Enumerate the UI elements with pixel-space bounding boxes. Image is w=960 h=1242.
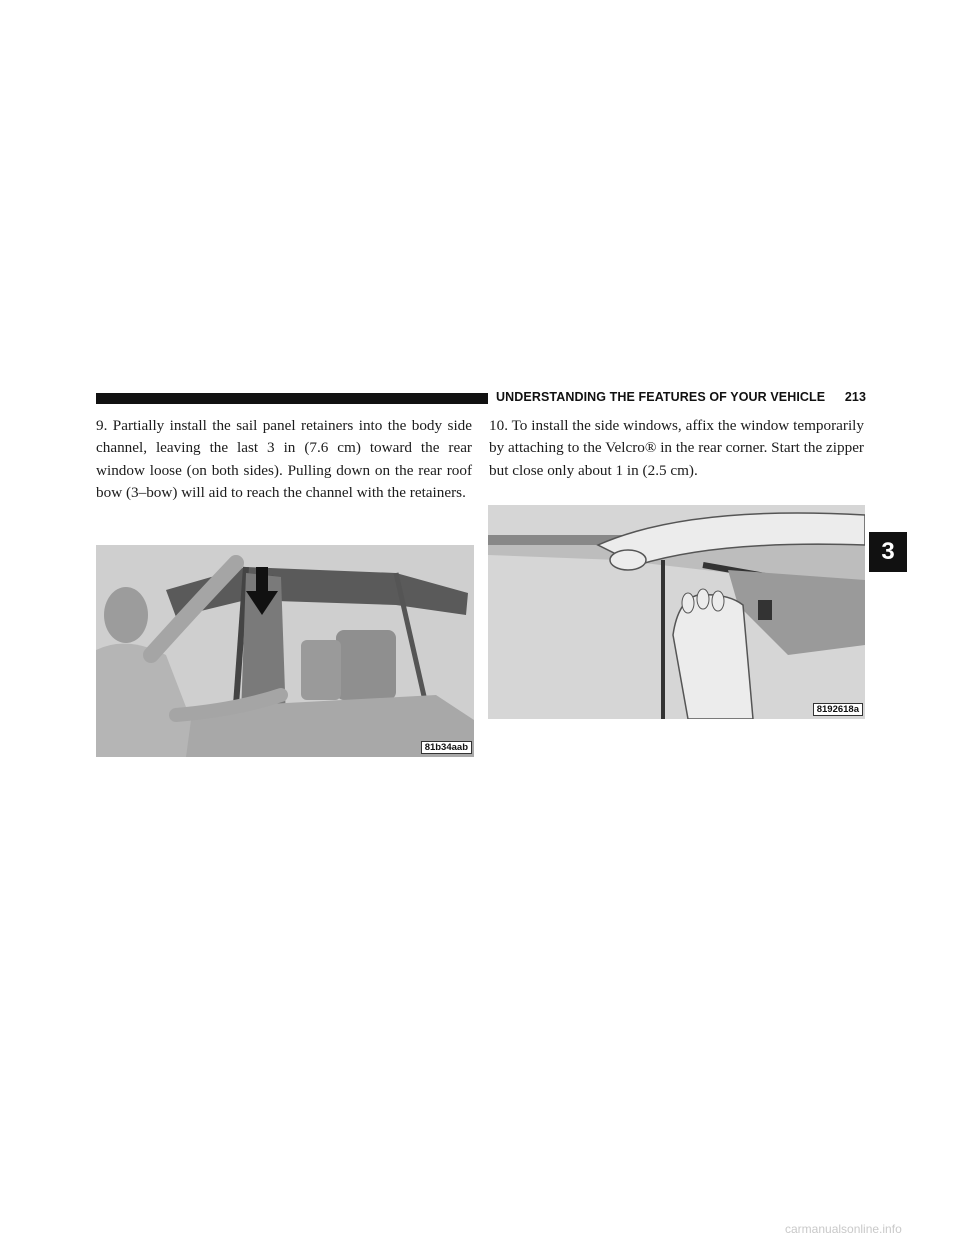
watermark: carmanualsonline.info — [785, 1222, 902, 1236]
side-window-illustration — [488, 505, 865, 719]
figure-sail-panel-install — [96, 545, 474, 757]
step-9-text: 9. Partially install the sail panel retainers into the body side channel, leaving the last 3 in (7.6 cm) toward the rear window loose (on both sides). Pulling down on the rear roof bow (3–bow) will aid to reach the channel with the retainers. — [96, 417, 472, 501]
section-header — [496, 390, 866, 404]
figure-code: 81b34aab — [421, 741, 472, 754]
sail-panel-illustration — [96, 545, 474, 757]
header-rule — [96, 393, 488, 404]
step-10-text: 10. To install the side windows, affix the window temporarily by attaching to the Velcro® in the rear corner. Start the zipper but close only about 1 in (2.5 cm). — [489, 417, 864, 479]
figure-side-window-install — [488, 505, 865, 719]
section-title: UNDERSTANDING THE FEATURES OF YOUR VEHICLE — [496, 390, 826, 404]
page-number: 213 — [844, 390, 866, 404]
figure-code: 8192618a — [813, 703, 863, 716]
chapter-tab: 3 — [869, 532, 907, 572]
